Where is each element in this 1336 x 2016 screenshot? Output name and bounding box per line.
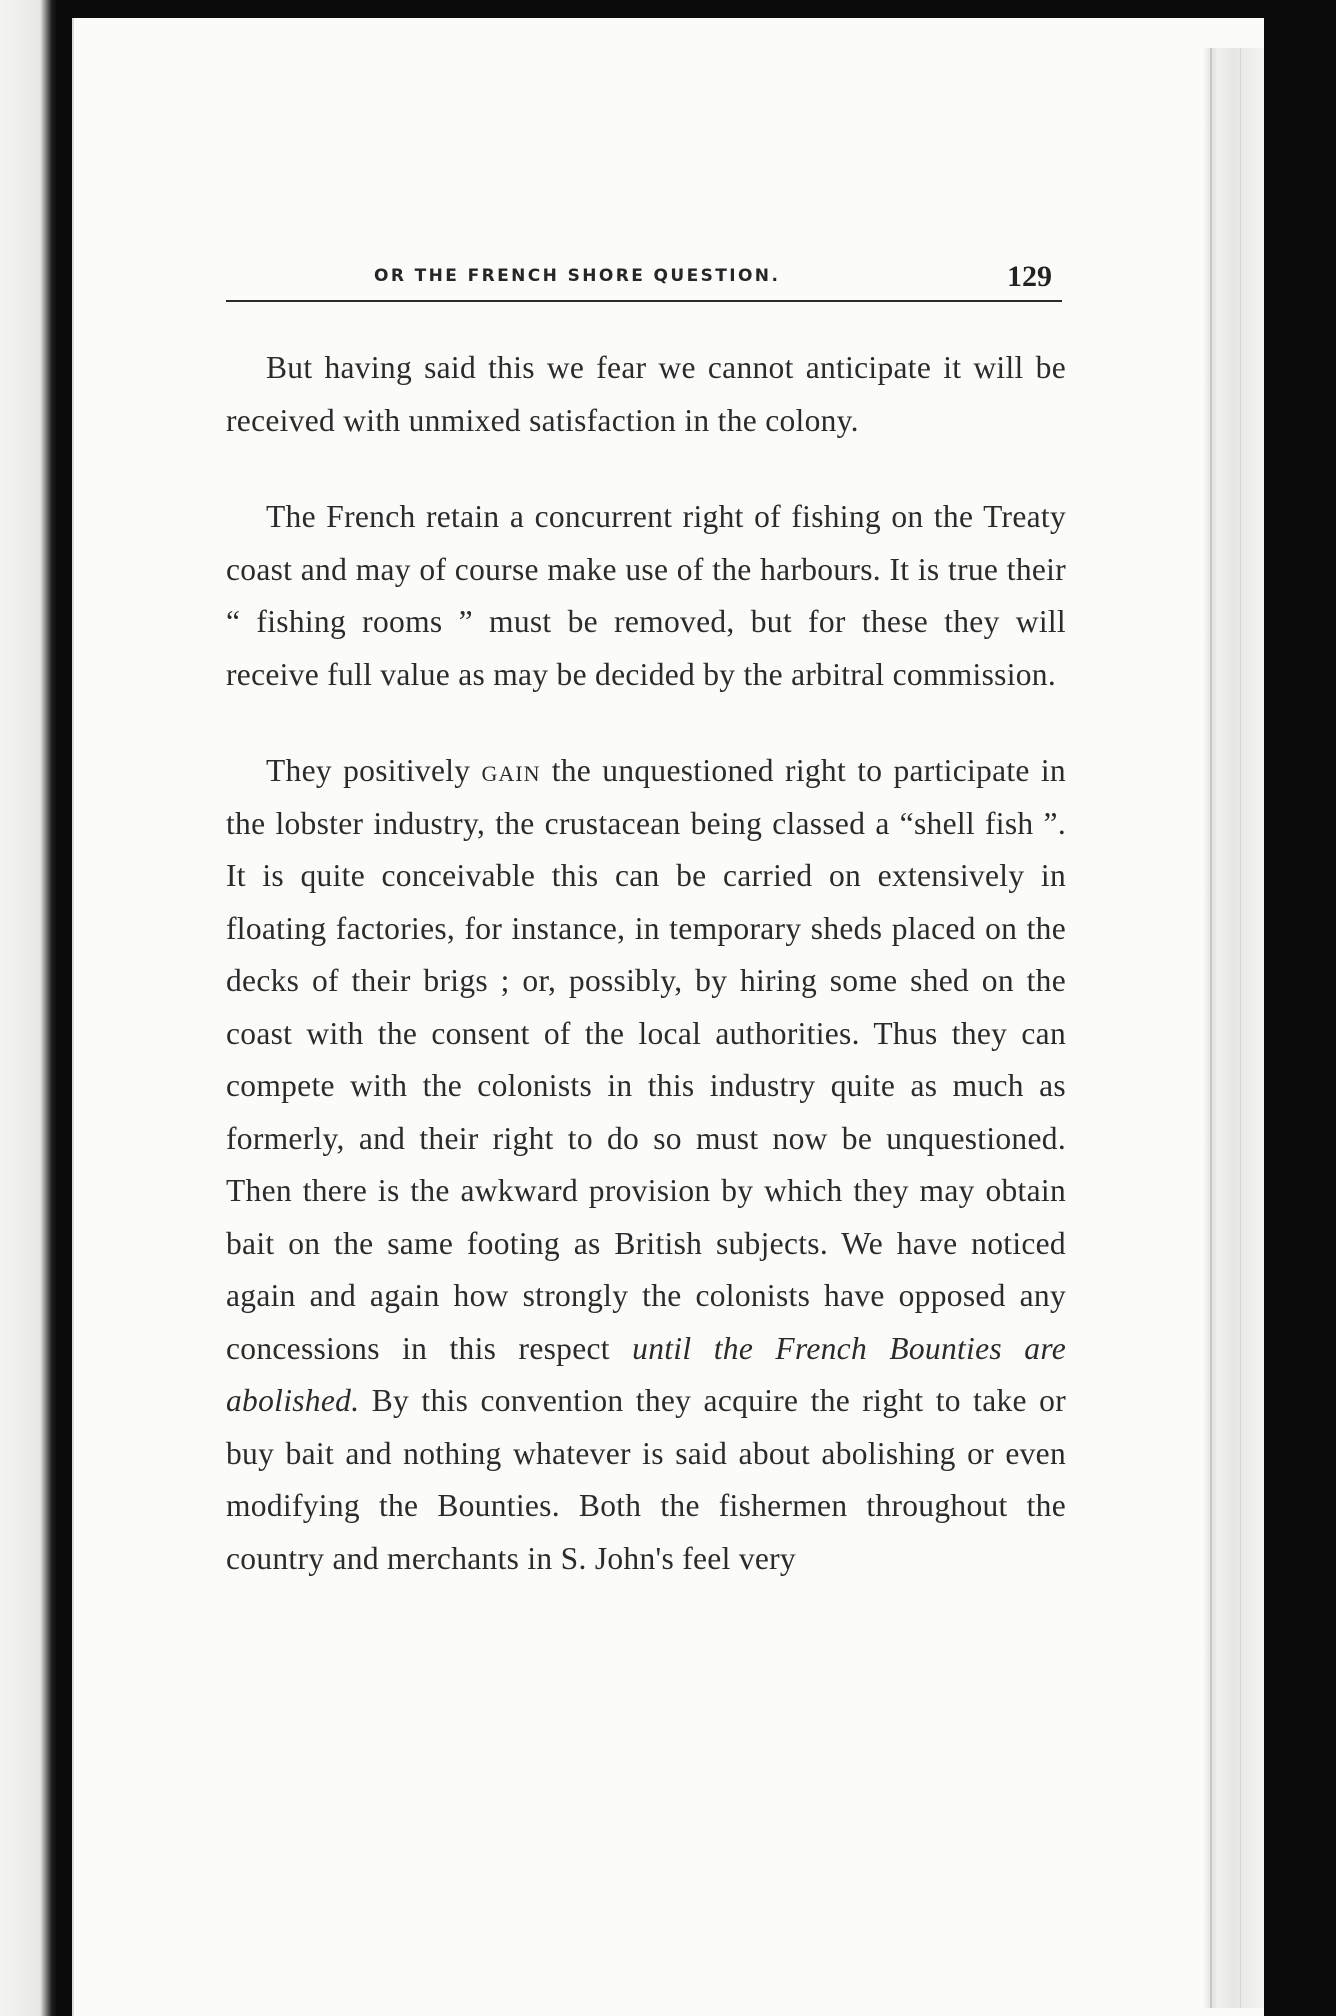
page-number: 129 [1007,260,1052,293]
paragraph-3-text-c: By this convention they acquire the right to take or buy bait and nothing whatever is said about abolishing or even modifying the Bounties. Both the fishermen throughout the country and merchants in S. John's feel very [226,1383,1066,1576]
running-header [226,260,1062,302]
body-text [226,342,1066,1585]
paragraph-3-text-b: the unquestioned right to participate in the lobster industry, the crustacean being classed a “shell fish ”. It is quite conceivable this can be carried on extensively in floating factories, for instance, in temporary sheds placed on the decks of their brigs ; or, possibly, by hiring some shed on the coast with the consent of the local authorities. Thus they can compete with the colonists in this industry quite as much as formerly, and their right to do so must now be unquestioned. Then there is the awkward provision by which they may obtain bait on the same footing as British subjects. We have noticed again and again how strongly the colonists have opposed any concessions in this respect [226,753,1066,1366]
facing-page-edge [0,0,56,2016]
running-title: OR THE FRENCH SHORE QUESTION. [374,266,781,286]
paragraph-3 [226,745,1066,1585]
italic-emphasis: until the French Bounties are abolished. [226,1330,1066,1418]
paragraph-3-text-a: They positively [266,753,482,788]
paragraph-1: But having said this we fear we cannot anticipate it will be received with unmixed satisfaction in the colony. [226,350,1066,438]
paragraph-2: The French retain a concurrent right of fishing on the Treaty coast and may of course make use of the harbours. It is true their “ fishing rooms ” must be removed, but for these they will receive full value as may be decided by the arbitral commission. [226,499,1066,692]
small-caps-gain: gain [481,753,541,788]
page-fore-edge [1204,48,1264,2008]
